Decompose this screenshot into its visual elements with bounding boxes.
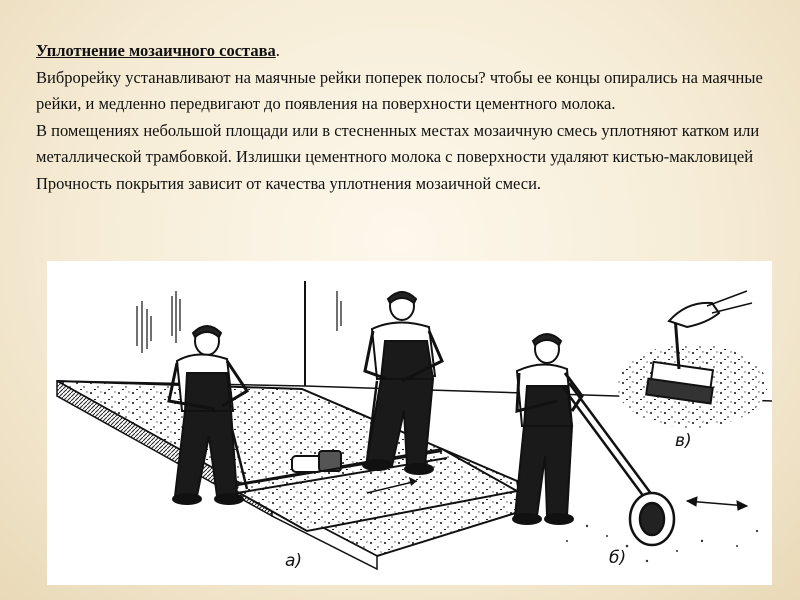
worker-right — [513, 334, 582, 524]
slide-heading: Уплотнение мозаичного состава — [36, 41, 276, 60]
slide-text — [36, 38, 766, 197]
floor-slab — [57, 381, 522, 569]
paragraph-small-rooms: В помещениях небольшой площади или в стесненных местах мозаичную смесь уплотняют катком или металлической трамбовкой. Излишки цементного молока с поверхности удаляют кистью-макловицей — [36, 120, 760, 166]
label-v: в) — [675, 431, 692, 451]
label-a: а) — [285, 551, 303, 571]
label-b: б) — [609, 548, 627, 568]
heading-line — [36, 38, 766, 65]
illustration-svg — [47, 261, 772, 585]
compaction-illustration — [47, 261, 772, 585]
heading-suffix: . — [275, 41, 280, 60]
brush-detail — [617, 291, 767, 428]
paragraph-vibrating-screed: Виброрейку устанавливают на маячные рейки поперек полосы? чтобы ее концы опирались на маячные рейки, и медленно передвигают до появления на поверхности цементного молока. — [36, 67, 763, 113]
paragraph-strength: Прочность покрытия зависит от качества уплотнения мозаичной смеси. — [36, 173, 542, 193]
